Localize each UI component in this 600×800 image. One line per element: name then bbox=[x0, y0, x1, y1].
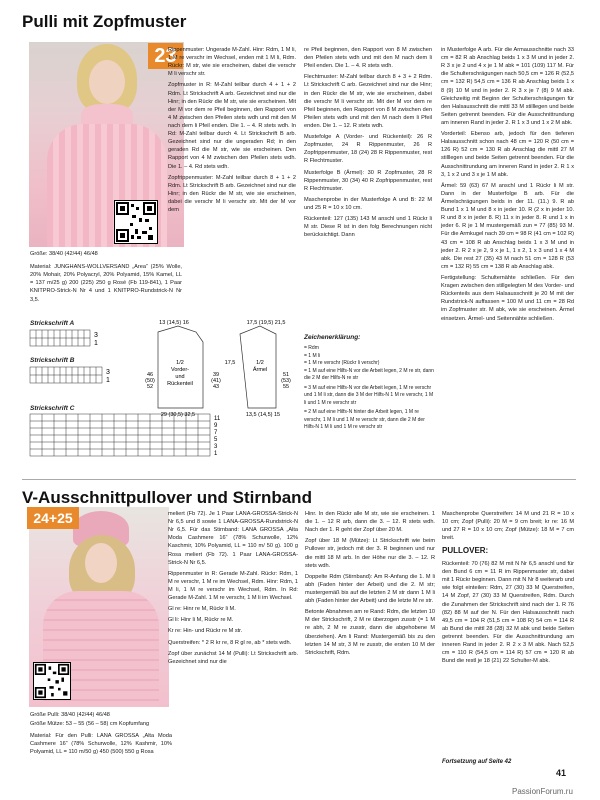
svg-text:13 (14,5) 16: 13 (14,5) 16 bbox=[159, 320, 189, 326]
continuation-note: Fortsetzung auf Seite 42 bbox=[442, 759, 512, 765]
aermel-text: Ärmel: 59 (63) 67 M anschl und 1 Rückr li M str. Dann in der Musterfolge B arb. Für die Ärmelschrägungen beids in der 11. (11.) 9. R ab Bund 1 x 1 M und 8 x in jeder 10. R (2 x in jeder 10. R und 8 x in jeder 8. R) 11 x in jeder 8. R und 1 x in jeder 6. R je 1 M mustergemäß zun = 77 (85) 93 M. Für die Armkugel nach 39 cm = 98 R (41 cm = 102 R) 43 cm = 108 R ab Anschlag beids 1 x 3 M und in jeder 2. R 2 x je 2, 9 x je 1, 1 x 2, 1 x 3 und 1 x 4 M abk. Die rest 27 (35) 43 M nach 51 cm = 128 R (53 cm = 132 R) 55 cm = 138 R ab Anschlag abk. bbox=[441, 182, 574, 270]
svg-text:55: 55 bbox=[282, 384, 290, 390]
rippenmuster-text: Rippenmuster: Ungerade M-Zahl. Hinr: Rdm, 1 M li, 1 M re verschr im Wechsel, enden mit 1 M li, Rdm. Rückr: M str, wie sie erscheinen, dabei die verschr M li verschr str. bbox=[168, 47, 296, 78]
maschenprobe-2-text: Maschenprobe Querstreifen: 14 M und 21 R = 10 x 10 cm; Zopf (Pulli): 20 M = 9 cm breit; kr re: 16 M und 27 R = 10 x 10 cm; Zopf (Mütze): 18 M = 7 cm breit. bbox=[442, 511, 574, 542]
rueckenteil-2-text: Rückenteil: 70 (76) 82 M mit N Nr 6,5 anschl und für den Bund 6 cm = 11 R im Rippenmuster str, dabei mit 1 Rückr beginnen. Dann mit N Nr 8 weiterarb und wie folgt einteilen: Rdm, 27 (30) 33 M Querstreifen, 14 M Zopf, 27 (30) 33 M Querstreifen, Rdm. Durch die Zunahmen der Strickschrift sind nach der 1. R 76 (82) 88 M auf der N. Für den Halsausschnitt nach 49,5 cm = 104 R (51,5 cm = 108 R) 54 cm = 114 R ab Bund die mittl 28 (28) 32 M abk und beide Seiten getrennt beenden. Für die Ausschnittrundung am inneren Rand in jeder 2. R 2 x 3 M abk. Nach 52,5 cm = 110 R (54,5 cm = 114 R) 57 cm = 120 R ab Bund die restl je 18 (21) 22 Schulter-M abk. bbox=[442, 561, 574, 665]
svg-text:3: 3 bbox=[214, 444, 218, 450]
pattern-number-badge: 23 bbox=[148, 43, 183, 69]
material-cont-text: meliert (Fb 72). Je 1 Paar LANA-GROSSA-Strick-N Nr 6,5 und 8 sowie 1 LANA-GROSSA-Rundstrick-N Nr 6,5. Für das Stirnband: LANA GROSSA „Alta Moda Cashmere 16“ (78% Schurwolle, 12% Kaschmir, 10% Polyamid, LL = 110 m/ 50 g). 100 g Rosa meliert (Fb 72). 1 Paar LANA-GROSSA-Strick-N Nr 6,5. bbox=[168, 511, 298, 566]
querstreifen-text: Querstreifen: * 2 R kr re, 8 R gl re, ab * stets wdh. bbox=[168, 639, 292, 646]
material-text: Material: JUNGHANS-WOLLVERSAND „Area“ (25% Wolle, 20% Mohair, 20% Polyacryl, 20% Polyamid, 15% Kamel, LL = 137 m/25 g) 200 (225) 250 g Rosé (Fb 119-841), 1 Paar KNITPRO-Strick-N Nr 4 und 1 KNITPRO-Rundstrick-N Nr 3,5. bbox=[30, 264, 182, 303]
column-3b-text bbox=[305, 510, 435, 660]
rippenmuster-r-text: Rippenmuster in R: Gerade M-Zahl. Rückr: Rdm, 1 M re verschr, 1 M re im Wechsel, Rdm. Hinr: Rdm, 1 M li, 1 M re verschr im Wechsel, Rdm. In Rd: Gerade M-Zahl. 1 M re verschr, 1 M li im Wechsel. bbox=[168, 570, 298, 602]
gl-li-text: Gl li: Hinr li M, Rückr re M. bbox=[168, 617, 234, 624]
svg-text:5: 5 bbox=[214, 437, 218, 443]
strickschrift-b-label: Strickschrift B bbox=[30, 357, 75, 364]
col4-p1: in Musterfolge A arb. Für die Armausschnitte nach 33 cm = 82 R ab Anschlag beids 1 x 3 M und in jeder 2. R 3 x je 2 und 4 x je 1 M abk = 101 (109) 117 M. Für die Schulterschrägungen nach 50,5 cm = 126 R (52,5 cm = 132 R) 54,5 cm = 136 R ab Anschlag beids 1 x 8 (9) 10 M und in jeder 2. R 3 x je 7 (8) 9 M abk. Gleichzeitig mit Beginn der Schulterschrägungen für den Halsausschnitt die mittl 33 M stilllegen und beide Seiten getrennt beenden. Für die Ausschnittrundung am inneren Rand in jeder 2. R 1 x 3 und 1 x 2 M abk. bbox=[441, 47, 574, 126]
zopf-pulli-text: Zopf über zunächst 14 M (Pulli): Lt Strickschrift arb. Gezeichnet sind nur die bbox=[168, 650, 298, 665]
size-pulli-text: Größe Pulli: 38/40 (42/44) 46/48 bbox=[30, 712, 110, 718]
col3-p1: re Pfeil beginnen, den Rapport von 8 M zwischen den Pfeilen stets wdh und mit den M nach dem li Pfeil enden. Die 1. – 4. R stets wdh. bbox=[304, 47, 432, 70]
watermark-text: PassionForum.ru bbox=[512, 787, 573, 796]
pattern-number-badge-2: 24+25 bbox=[27, 507, 79, 529]
strickschrift-a-chart bbox=[30, 330, 120, 352]
svg-text:(53): (53) bbox=[281, 378, 291, 384]
svg-text:43: 43 bbox=[212, 384, 220, 390]
legend-item-3: = 1 M re verschr (Rückr li verschr) bbox=[304, 360, 380, 367]
c3b-p1: Hinr. In den Rückr alle M str, wie sie erscheinen. 1 die 1. – 12 R arb, dann die 3. – 12. R stets wdh. Nach der 1. R geht der Zopf über 20 M. bbox=[305, 511, 435, 534]
rueckenteil-text: Rückenteil: 127 (135) 143 M anschl und 1 Rückr li M str. Diese R ist in den folg Berechnungen nicht berücksichtigt. Dann bbox=[304, 216, 432, 239]
svg-text:1: 1 bbox=[94, 340, 98, 347]
size-material-block-2 bbox=[30, 711, 172, 760]
svg-text:(41): (41) bbox=[211, 378, 221, 384]
schema-front-label-1: 1/2 bbox=[176, 360, 184, 366]
kr-re-text: Kr re: Hin- und Rückr re M str. bbox=[168, 628, 243, 635]
maschenprobe-text: Maschenprobe in der Musterfolge A und B: 22 M und 25 R = 10 x 10 cm. bbox=[304, 196, 432, 211]
svg-text:Vorder-: Vorder- bbox=[170, 367, 190, 373]
material-text-2: Material: Für den Pulli: LANA GROSSA „Alta Moda Cashmere 16“ (78% Schurwolle, 12% Kashmir, 10% Polyamid, LL = 110 m/50 g) 450 (500) 550 g Rosa bbox=[30, 733, 172, 756]
legend-item-4: = 1 M auf eine Hilfs-N vor die Arbeit legen, 2 M re str, dann die 2 M der Hilfs-N re str bbox=[304, 367, 434, 382]
flechtmuster-text: Flechtmuster: M-Zahl teilbar durch 8 + 3 + 2 Rdm. Lt Strickschrift C arb. Gezeichnet sind nur die Hinr; in den Rückr die M str, wie sie erscheinen, dabei die verschr M li verschr str. Mit der M vor dem re Pfeil beginnen, den Rapport von 8 M zwischen den Pfeilen stets wdh und mit den M nach dem li Pfeil enden. Die 1. – 12. R stets wdh. bbox=[304, 74, 432, 129]
vorderteil-text: Vorderteil: Ebenso arb, jedoch für den tieferen Halsausschnitt schon nach 48 cm = 120 R (50 cm = 126 R) 52 cm = 130 R ab Anschlag die mittl 27 M stilllegen und beide Seiten getrennt beenden. Für die Ausschnittrundung am inneren Rand in jeder 2. R 1 x 3, 1 x 2 und 3 x je 1 M abk. bbox=[441, 131, 574, 178]
svg-text:51: 51 bbox=[282, 372, 290, 378]
svg-text:1: 1 bbox=[106, 377, 110, 384]
zopfmuster-text: Zopfmuster in R: M-Zahl teilbar durch 4 + 1 + 2 Rdm. Lt Strickschrift A arb. Gezeichnet sind nur die Hinr; in den Rückr die M str, wie sie erscheinen. Mit der M vor dem re Pfeil beginnen, den Rapport von 4 M zwischen den Pfeilen stets wdh und mit den M nach dem li Pfeil enden. Die 1. – 4. R stets wdh. In Rd: M-Zahl teilbar durch 4. Lt Strickschrift B arb. Gezeichnet sind nur die ungeraden Rd; in den geraden Rd die M str, wie sie erscheinen. Den Rapport von 4 M zwischen den Pfeilen stets wdh. Die 1. – 4. Rd stets wdh. bbox=[168, 82, 296, 170]
svg-text:9: 9 bbox=[214, 423, 218, 429]
schema-sleeve-label-1: 1/2 bbox=[256, 360, 264, 366]
svg-text:39: 39 bbox=[212, 372, 220, 378]
svg-text:Ärmel: Ärmel bbox=[252, 367, 268, 373]
strickschrift-c-chart bbox=[30, 414, 230, 460]
column-4b-text bbox=[442, 510, 574, 668]
legend-item-6: = 2 M auf eine Hilfs-N hinter die Arbeit legen, 1 M re verschr, 1 M li und 1 M re verschr str, dann die 2 M der Hilfs-N 1 M li und 1 M re verschr str bbox=[304, 409, 425, 431]
section-divider bbox=[22, 479, 576, 480]
musterfolge-a-text: Mustefolge A (Vorder- und Rückenteil): 26 R Zopfmuster, 24 R Rippenmuster, 26 R Zopfrippenmuster, 18 (24) 28 R Rippenmuster, rest R Flechtmuster. bbox=[304, 134, 432, 165]
column-3-text bbox=[304, 46, 432, 242]
svg-text:7: 7 bbox=[214, 430, 218, 436]
qr-code-icon-2[interactable] bbox=[33, 662, 71, 700]
column-2b-text bbox=[168, 510, 298, 669]
gl-re-text: Gl re: Hinr re M, Rückr li M. bbox=[168, 606, 236, 613]
face-shape-2 bbox=[85, 543, 117, 583]
svg-text:3: 3 bbox=[106, 369, 110, 376]
svg-text:Rückenteil: Rückenteil bbox=[167, 381, 193, 387]
legend-item-2: = 1 M li bbox=[304, 352, 321, 359]
svg-text:3: 3 bbox=[94, 332, 98, 339]
doppelte-rdm-text: Doppelte Rdm (Stirnband): Am R-Anfang die 1. M li abh (Faden hinter der Arbeit) und die 2. M str; mustergemäß bis auf die letzten 2 M str dann 1 M li abh (Faden hinter der Arbeit) und die letzte M re str. bbox=[305, 573, 435, 605]
zopf-muetze-text: Zopf über 18 M (Mütze): Lt Strickschrift wie beim Pullover str, jedoch mit der 3. R beginnen und nur die mittl 18 M arb. In der Höhe nur die 3. – 12. R stets wdh. bbox=[305, 538, 435, 569]
size-material-block bbox=[30, 250, 182, 307]
strickschrift-a-label: Strickschrift A bbox=[30, 320, 75, 327]
legend-item-1: = Rdm bbox=[304, 345, 319, 352]
strickschrift-b-chart bbox=[30, 367, 130, 389]
svg-text:13,5 (14,5) 15: 13,5 (14,5) 15 bbox=[245, 412, 281, 418]
qr-code-icon[interactable] bbox=[114, 200, 158, 244]
svg-text:17,5: 17,5 bbox=[224, 360, 236, 366]
size-text: Größe: 38/40 (42/44) 46/48 bbox=[30, 251, 98, 257]
column-2-text bbox=[168, 46, 296, 217]
svg-text:46: 46 bbox=[146, 372, 154, 378]
size-muetze-text: Größe Mütze: 53 – 55 (56 – 58) cm Kopfumfang bbox=[30, 721, 150, 728]
pullover-heading: PULLOVER: bbox=[442, 546, 489, 556]
section-title-v-pullover: V-Ausschnittpullover und Stirnband bbox=[22, 488, 312, 507]
page-number: 41 bbox=[556, 768, 567, 778]
garment-schematic bbox=[145, 320, 298, 420]
strickschrift-c-label: Strickschrift C bbox=[30, 405, 75, 412]
face-shape bbox=[89, 60, 125, 104]
section-title-pulli: Pulli mit Zopfmuster bbox=[22, 12, 187, 31]
svg-text:29 (30,5) 32,5: 29 (30,5) 32,5 bbox=[160, 412, 196, 418]
fertigstellung-text: Fertigstellung: Schulternähte schließen. Für den Kragen zwischen den stillgelegten M des Vorder- und Rückenteils aus dem Halsausschnitt je 20 M mit der Rundstrick-N auffassen = 100 M und 11 cm = 28 Rd im Zopfmuster str. M abk, wie sie erscheinen. Ärmel einsetzen. Ärmel- und Seitennähte schließen. bbox=[441, 274, 574, 322]
zopfrippenmuster-text: Zopfrippenmuster: M-Zahl teilbar durch 8 + 1 + 2 Rdm. Lt Strickschrift B arb. Gezeichnet sind nur die Hinr; in den Rückr die M str, wie sie erscheinen, dabei die verschr M li verschr str. Mit der M vor dem bbox=[168, 174, 296, 214]
column-4-text bbox=[441, 46, 574, 326]
svg-text:(50): (50) bbox=[145, 378, 155, 384]
legend-block bbox=[304, 333, 434, 432]
svg-text:1: 1 bbox=[214, 451, 218, 457]
svg-text:und: und bbox=[175, 374, 185, 380]
legend-title: Zeichenerklärung: bbox=[304, 334, 361, 341]
svg-text:17,5 (19,5) 21,5: 17,5 (19,5) 21,5 bbox=[246, 320, 286, 326]
pullover-photo bbox=[29, 42, 184, 247]
svg-text:11: 11 bbox=[214, 416, 221, 422]
musterfolge-b-text: Musterfolge B (Ärmel): 30 R Zopfmuster, 28 R Rippenmuster, 30 (34) 40 R Zopfrippenmuster, rest R Flechtmuster. bbox=[304, 169, 432, 192]
betonte-abnahmen-text: Betonte Abnahmen am re Rand: Rdm, die letzten 10 M der Strickschrift, 2 M re überzogen zusstr (= 1 M re abh, 2 M re zusstr, dann die abgehobene M überziehen). Am li Rand: Mustergemäß bis zu den letzten 14 M str, 3 M re zusstr, die ersten 10 M der Strickschrift, Rdm. bbox=[305, 609, 435, 656]
legend-item-5: = 3 M auf eine Hilfs-N vor die Arbeit legen, 1 M re verschr und 1 M li str, dann die 3 M der Hilfs-N 1 M re verschr, 1 M li und 1 M re verschr str bbox=[304, 384, 434, 406]
svg-text:52: 52 bbox=[146, 384, 154, 390]
